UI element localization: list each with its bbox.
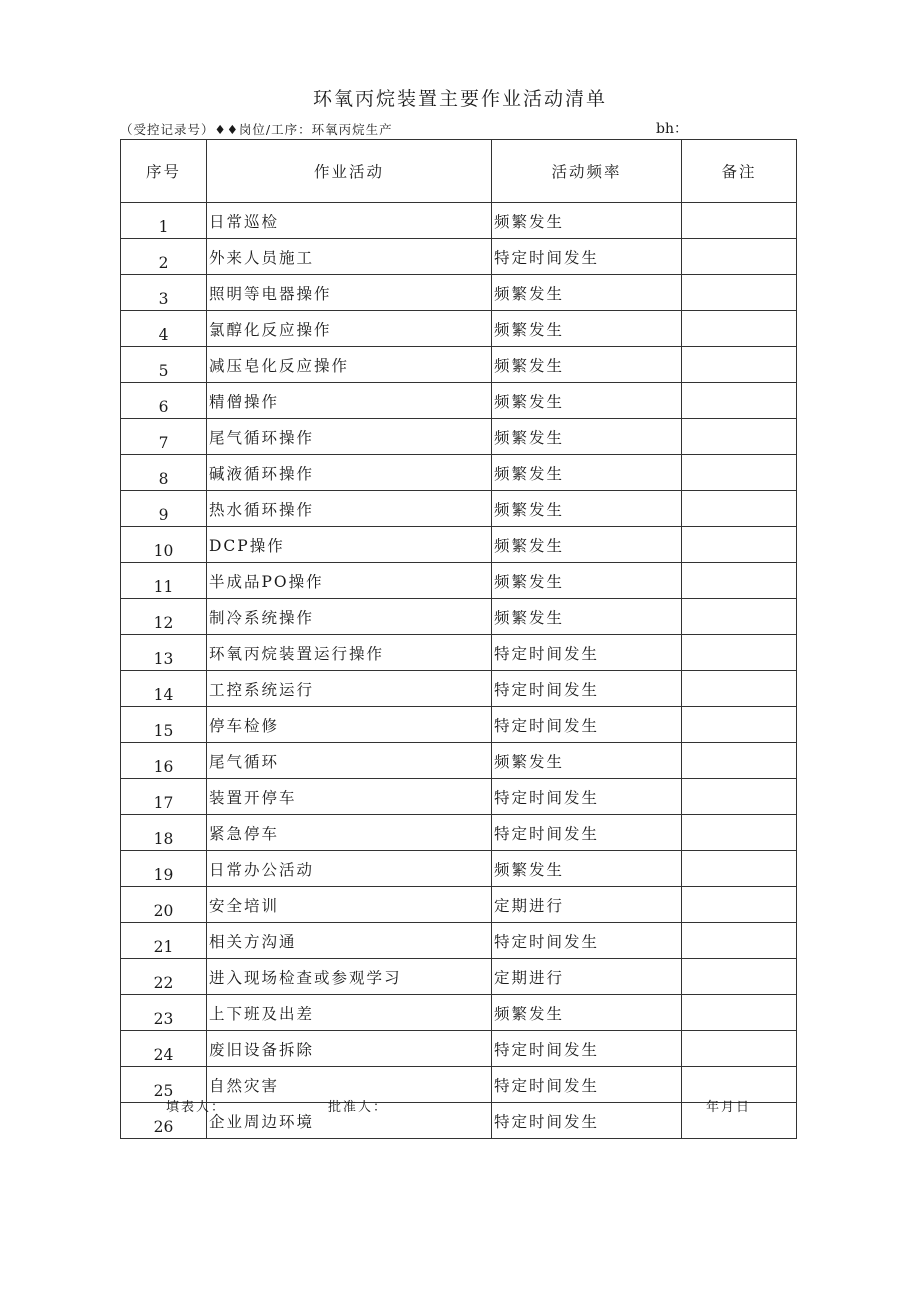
row-frequency: 频繁发生 — [492, 203, 682, 239]
row-seq: 17 — [121, 779, 207, 815]
record-post-info: （受控记录号）♦♦岗位/工序：环氧丙烷生产 — [120, 122, 393, 137]
row-note — [682, 743, 797, 779]
row-note — [682, 779, 797, 815]
row-note — [682, 347, 797, 383]
row-activity: 碱液循环操作 — [207, 455, 492, 491]
row-frequency: 频繁发生 — [492, 851, 682, 887]
row-seq: 25 — [121, 1067, 207, 1103]
table-header-row — [121, 140, 797, 203]
row-seq: 7 — [121, 419, 207, 455]
row-note — [682, 923, 797, 959]
row-note — [682, 203, 797, 239]
row-frequency: 频繁发生 — [492, 347, 682, 383]
row-activity: 日常办公活动 — [207, 851, 492, 887]
row-activity: 精僧操作 — [207, 383, 492, 419]
activity-table — [120, 139, 797, 1139]
table-row — [121, 635, 797, 671]
document-title: 环氧丙烷装置主要作业活动清单 — [312, 88, 607, 110]
row-seq: 21 — [121, 923, 207, 959]
row-activity: DCP操作 — [207, 527, 492, 563]
row-seq: 16 — [121, 743, 207, 779]
row-frequency: 特定时间发生 — [492, 779, 682, 815]
row-frequency: 定期进行 — [492, 887, 682, 923]
row-seq: 26 — [121, 1103, 207, 1139]
row-frequency: 频繁发生 — [492, 383, 682, 419]
row-frequency: 频繁发生 — [492, 419, 682, 455]
row-activity: 环氧丙烷装置运行操作 — [207, 635, 492, 671]
row-seq: 14 — [121, 671, 207, 707]
row-activity: 日常巡检 — [207, 203, 492, 239]
bh-label: bh： — [656, 121, 688, 137]
row-activity: 企业周边环境 — [207, 1103, 492, 1139]
row-note — [682, 527, 797, 563]
row-note — [682, 815, 797, 851]
row-activity: 热水循环操作 — [207, 491, 492, 527]
row-note — [682, 671, 797, 707]
row-frequency: 特定时间发生 — [492, 923, 682, 959]
table-row — [121, 671, 797, 707]
table-row — [121, 599, 797, 635]
row-activity: 制冷系统操作 — [207, 599, 492, 635]
row-activity: 工控系统运行 — [207, 671, 492, 707]
row-frequency: 特定时间发生 — [492, 707, 682, 743]
filler-label: 填表人： — [166, 1100, 227, 1115]
row-seq: 23 — [121, 995, 207, 1031]
row-seq: 5 — [121, 347, 207, 383]
row-seq: 8 — [121, 455, 207, 491]
row-activity: 照明等电器操作 — [207, 275, 492, 311]
row-activity: 尾气循环操作 — [207, 419, 492, 455]
row-note — [682, 383, 797, 419]
row-seq: 12 — [121, 599, 207, 635]
row-frequency: 频繁发生 — [492, 599, 682, 635]
table-row — [121, 203, 797, 239]
row-seq: 18 — [121, 815, 207, 851]
row-note — [682, 635, 797, 671]
row-seq: 2 — [121, 239, 207, 275]
row-note — [682, 239, 797, 275]
approver-label: 批准人： — [328, 1100, 389, 1115]
row-activity: 外来人员施工 — [207, 239, 492, 275]
row-activity: 安全培训 — [207, 887, 492, 923]
table-row — [121, 923, 797, 959]
row-activity: 进入现场检查或参观学习 — [207, 959, 492, 995]
header-activity: 作业活动 — [207, 140, 492, 203]
row-seq: 20 — [121, 887, 207, 923]
table-row — [121, 887, 797, 923]
row-frequency: 特定时间发生 — [492, 1103, 682, 1139]
table-row — [121, 239, 797, 275]
row-frequency: 特定时间发生 — [492, 239, 682, 275]
table-row — [121, 851, 797, 887]
row-frequency: 特定时间发生 — [492, 1031, 682, 1067]
row-note — [682, 959, 797, 995]
row-activity: 废旧设备拆除 — [207, 1031, 492, 1067]
row-note — [682, 599, 797, 635]
row-note — [682, 887, 797, 923]
row-seq: 1 — [121, 203, 207, 239]
table-row — [121, 995, 797, 1031]
table-row — [121, 311, 797, 347]
row-frequency: 特定时间发生 — [492, 635, 682, 671]
row-activity: 尾气循环 — [207, 743, 492, 779]
row-frequency: 特定时间发生 — [492, 815, 682, 851]
row-note — [682, 275, 797, 311]
table-row — [121, 563, 797, 599]
row-frequency: 频繁发生 — [492, 743, 682, 779]
row-frequency: 频繁发生 — [492, 527, 682, 563]
row-seq: 11 — [121, 563, 207, 599]
row-seq: 13 — [121, 635, 207, 671]
table-row — [121, 527, 797, 563]
header-frequency: 活动频率 — [492, 140, 682, 203]
row-seq: 24 — [121, 1031, 207, 1067]
row-frequency: 特定时间发生 — [492, 671, 682, 707]
row-activity: 停车检修 — [207, 707, 492, 743]
row-frequency: 频繁发生 — [492, 995, 682, 1031]
row-note — [682, 995, 797, 1031]
table-row — [121, 743, 797, 779]
table-row — [121, 959, 797, 995]
row-note — [682, 563, 797, 599]
row-note — [682, 851, 797, 887]
row-frequency: 频繁发生 — [492, 491, 682, 527]
table-row — [121, 455, 797, 491]
row-activity: 相关方沟通 — [207, 923, 492, 959]
table-row — [121, 779, 797, 815]
table-row — [121, 347, 797, 383]
row-frequency: 特定时间发生 — [492, 1067, 682, 1103]
row-activity: 装置开停车 — [207, 779, 492, 815]
row-seq: 6 — [121, 383, 207, 419]
row-seq: 22 — [121, 959, 207, 995]
row-seq: 3 — [121, 275, 207, 311]
document-meta — [120, 118, 796, 138]
row-frequency: 定期进行 — [492, 959, 682, 995]
row-activity: 氯醇化反应操作 — [207, 311, 492, 347]
document-footer — [120, 1096, 796, 1116]
row-frequency: 频繁发生 — [492, 275, 682, 311]
table-row — [121, 419, 797, 455]
row-note — [682, 491, 797, 527]
row-seq: 10 — [121, 527, 207, 563]
row-seq: 4 — [121, 311, 207, 347]
table-row — [121, 1031, 797, 1067]
row-activity: 半成品PO操作 — [207, 563, 492, 599]
row-activity: 自然灾害 — [207, 1067, 492, 1103]
table-row — [121, 491, 797, 527]
row-note — [682, 419, 797, 455]
row-seq: 15 — [121, 707, 207, 743]
row-seq: 19 — [121, 851, 207, 887]
date-label: 年月日 — [706, 1100, 752, 1115]
row-activity: 上下班及出差 — [207, 995, 492, 1031]
header-note: 备注 — [682, 140, 797, 203]
row-seq: 9 — [121, 491, 207, 527]
row-activity: 紧急停车 — [207, 815, 492, 851]
table-row — [121, 815, 797, 851]
table-row — [121, 383, 797, 419]
table-body — [121, 203, 797, 1139]
row-activity: 减压皂化反应操作 — [207, 347, 492, 383]
row-note — [682, 311, 797, 347]
row-frequency: 频繁发生 — [492, 311, 682, 347]
row-note — [682, 1031, 797, 1067]
table-row — [121, 707, 797, 743]
header-seq: 序号 — [121, 140, 207, 203]
row-frequency: 频繁发生 — [492, 563, 682, 599]
row-frequency: 频繁发生 — [492, 455, 682, 491]
table-row — [121, 275, 797, 311]
row-note — [682, 707, 797, 743]
row-note — [682, 455, 797, 491]
